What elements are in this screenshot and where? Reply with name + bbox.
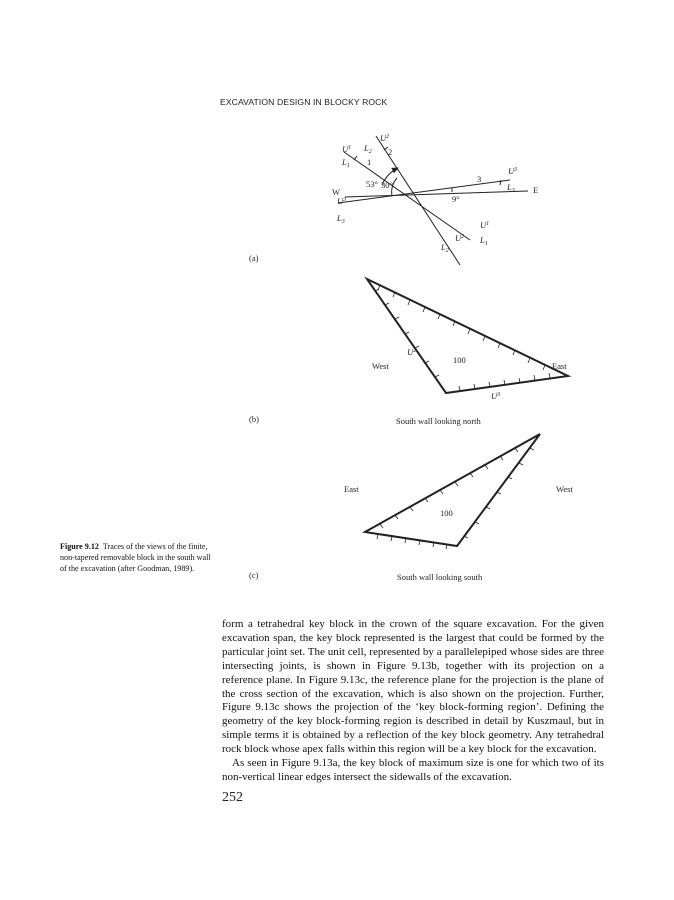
panel-a-label: (a) — [249, 253, 259, 263]
panel-c-subtitle: South wall looking south — [397, 572, 483, 582]
panel-b — [367, 279, 568, 393]
label-u3-right: $U^3$ — [508, 166, 518, 176]
label-west: W — [332, 187, 341, 197]
label-l3-left: $L_3$ — [337, 213, 345, 225]
west-east-line — [345, 191, 528, 197]
label-angle-30: 30° — [381, 180, 393, 190]
panel-a — [338, 136, 528, 265]
label-west-b: West — [372, 361, 389, 371]
panel-b-label: (b) — [249, 414, 259, 424]
figure-caption — [60, 541, 212, 575]
label-u3-b: $U^3$ — [491, 391, 501, 401]
label-angle-9: 9° — [452, 194, 460, 204]
paragraph-1: form a tetrahedral key block in the crown of the square excavation. For the given excavation span, the key block represented is the largest that could be formed by the particular joint set. The unit cell, represented by a parallelepiped whose sides are three intersecting joints, is shown in Figure 9.13b, together with its projection on a reference plane. In Figure 9.13c, the reference plane for the projection is the plane of the cross section of the excavation, which is also shown on the projection. Further, Figure 9.13c shows the projection of the ‘key block-forming region’. Defining the geometry of the key block-forming region is described in detail by Kuszmaul, but in simple terms it is obtained by a reflection of the key block geometry. Any tetrahedral rock block whose apex falls within this region will be a key block for the excavation. — [222, 618, 604, 756]
page-number: 252 — [222, 790, 243, 805]
label-l1-bottom: $L_1$ — [480, 235, 488, 247]
label-u2-bottom: $U^2$ — [455, 233, 465, 243]
label-line-3: 3 — [477, 174, 482, 184]
label-angle-53: 53° — [366, 179, 378, 189]
figure-number: Figure 9.12 — [60, 542, 99, 551]
caption-text: Traces of the views of the finite, non-tapered removable block in the south wall of the excavation (after Goodman, 1989). — [60, 542, 211, 574]
panel-c — [365, 434, 540, 549]
label-u2-b: $U^2$ — [407, 347, 417, 357]
label-u1-bottom: $U^1$ — [480, 220, 490, 230]
trace-line-3 — [338, 180, 510, 203]
label-l1-top: $L_1$ — [342, 157, 350, 169]
label-area-b: 100 — [453, 355, 466, 365]
panel-a-labels — [249, 133, 538, 263]
label-u1-top: $U^1$ — [342, 144, 352, 154]
panel-c-labels — [249, 484, 573, 582]
label-line-2: 2 — [388, 147, 393, 157]
running-head: EXCAVATION DESIGN IN BLOCKY ROCK — [220, 97, 388, 107]
label-area-c: 100 — [440, 508, 453, 518]
label-east-b: East — [552, 361, 567, 371]
block-outline-c — [365, 434, 540, 546]
panel-b-subtitle: South wall looking north — [396, 416, 481, 426]
label-west-c: West — [556, 484, 573, 494]
label-l2-bottom: $L_2$ — [441, 242, 449, 254]
label-u3-left: $U^3$ — [337, 196, 347, 206]
label-line-1: 1 — [367, 157, 372, 167]
panel-c-label: (c) — [249, 570, 259, 580]
paragraph-2: As seen in Figure 9.13a, the key block of maximum size is one for which two of its non-vertical linear edges intersect the sidewalls of the excavation. — [222, 757, 604, 783]
panel-b-labels — [249, 347, 567, 426]
block-outline-b — [367, 279, 568, 393]
label-l2-top: $L_2$ — [364, 143, 372, 155]
label-u2-top: $U^2$ — [380, 133, 390, 143]
label-east-c: East — [344, 484, 359, 494]
label-east: E — [533, 185, 539, 195]
body-text — [222, 618, 604, 785]
label-l3-right: $L_3$ — [507, 182, 515, 194]
